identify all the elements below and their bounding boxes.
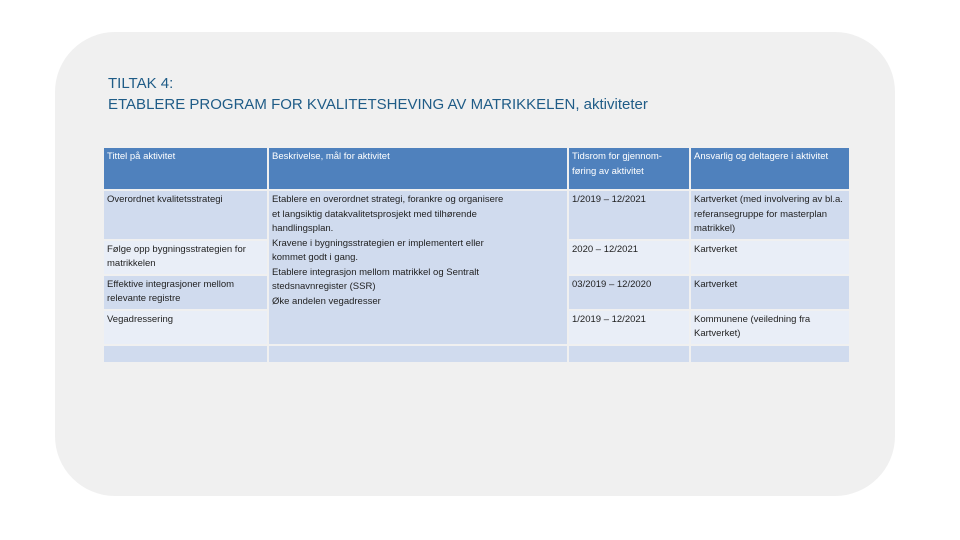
- description-line: et langsiktig datakvalitetsprosjekt med tilhørende: [272, 208, 477, 220]
- header-period: Tidsrom for gjennom-føring av aktivitet: [569, 148, 689, 189]
- period-cell: 1/2019 – 12/2021: [569, 311, 689, 344]
- description-cell: [269, 191, 567, 344]
- empty-cell: [104, 346, 267, 362]
- title-cell: Følge opp bygningsstrategien for matrikkelen: [104, 241, 267, 274]
- description-line: Etablere en overordnet strategi, forankre og organisere: [272, 194, 504, 205]
- header-responsible: Ansvarlig og deltagere i aktivitet: [691, 148, 849, 189]
- period-cell: 03/2019 – 12/2020: [569, 276, 689, 309]
- period-cell: 1/2019 – 12/2021: [569, 191, 689, 239]
- description-line: stedsnavnregister (SSR): [272, 281, 376, 292]
- title-line-1: TILTAK 4:: [108, 75, 174, 92]
- table-header-row: [104, 148, 849, 189]
- responsible-cell: Kommunene (veiledning fra Kartverket): [691, 311, 849, 344]
- header-title: Tittel på aktivitet: [104, 148, 267, 189]
- description-line: kommet godt i gang.: [272, 252, 359, 263]
- empty-cell: [569, 346, 689, 362]
- description-line: Kravene i bygningsstrategien er implementert eller: [272, 237, 484, 249]
- title-cell: Vegadressering: [104, 311, 267, 344]
- title-cell: Effektive integrasjoner mellom relevante registre: [104, 276, 267, 309]
- description-line: handlingsplan.: [272, 223, 334, 234]
- table-row: [104, 191, 849, 239]
- period-cell: 2020 – 12/2021: [569, 241, 689, 274]
- description-line: Øke andelen vegadresser: [272, 295, 381, 307]
- activities-table: [102, 146, 851, 364]
- header-description: Beskrivelse, mål for aktivitet: [269, 148, 567, 189]
- responsible-cell: Kartverket (med involvering av bl.a. referansegruppe for masterplan matrikkel): [691, 191, 849, 239]
- responsible-cell: Kartverket: [691, 241, 849, 274]
- title-line-2: ETABLERE PROGRAM FOR KVALITETSHEVING AV MATRIKKELEN, aktiviteter: [108, 96, 648, 113]
- slide-title: [108, 73, 648, 115]
- title-cell: Overordnet kvalitetsstrategi: [104, 191, 267, 239]
- empty-cell: [269, 346, 567, 362]
- table-row-empty: [104, 346, 849, 362]
- description-line: Etablere integrasjon mellom matrikkel og Sentralt: [272, 266, 479, 278]
- responsible-cell: Kartverket: [691, 276, 849, 309]
- empty-cell: [691, 346, 849, 362]
